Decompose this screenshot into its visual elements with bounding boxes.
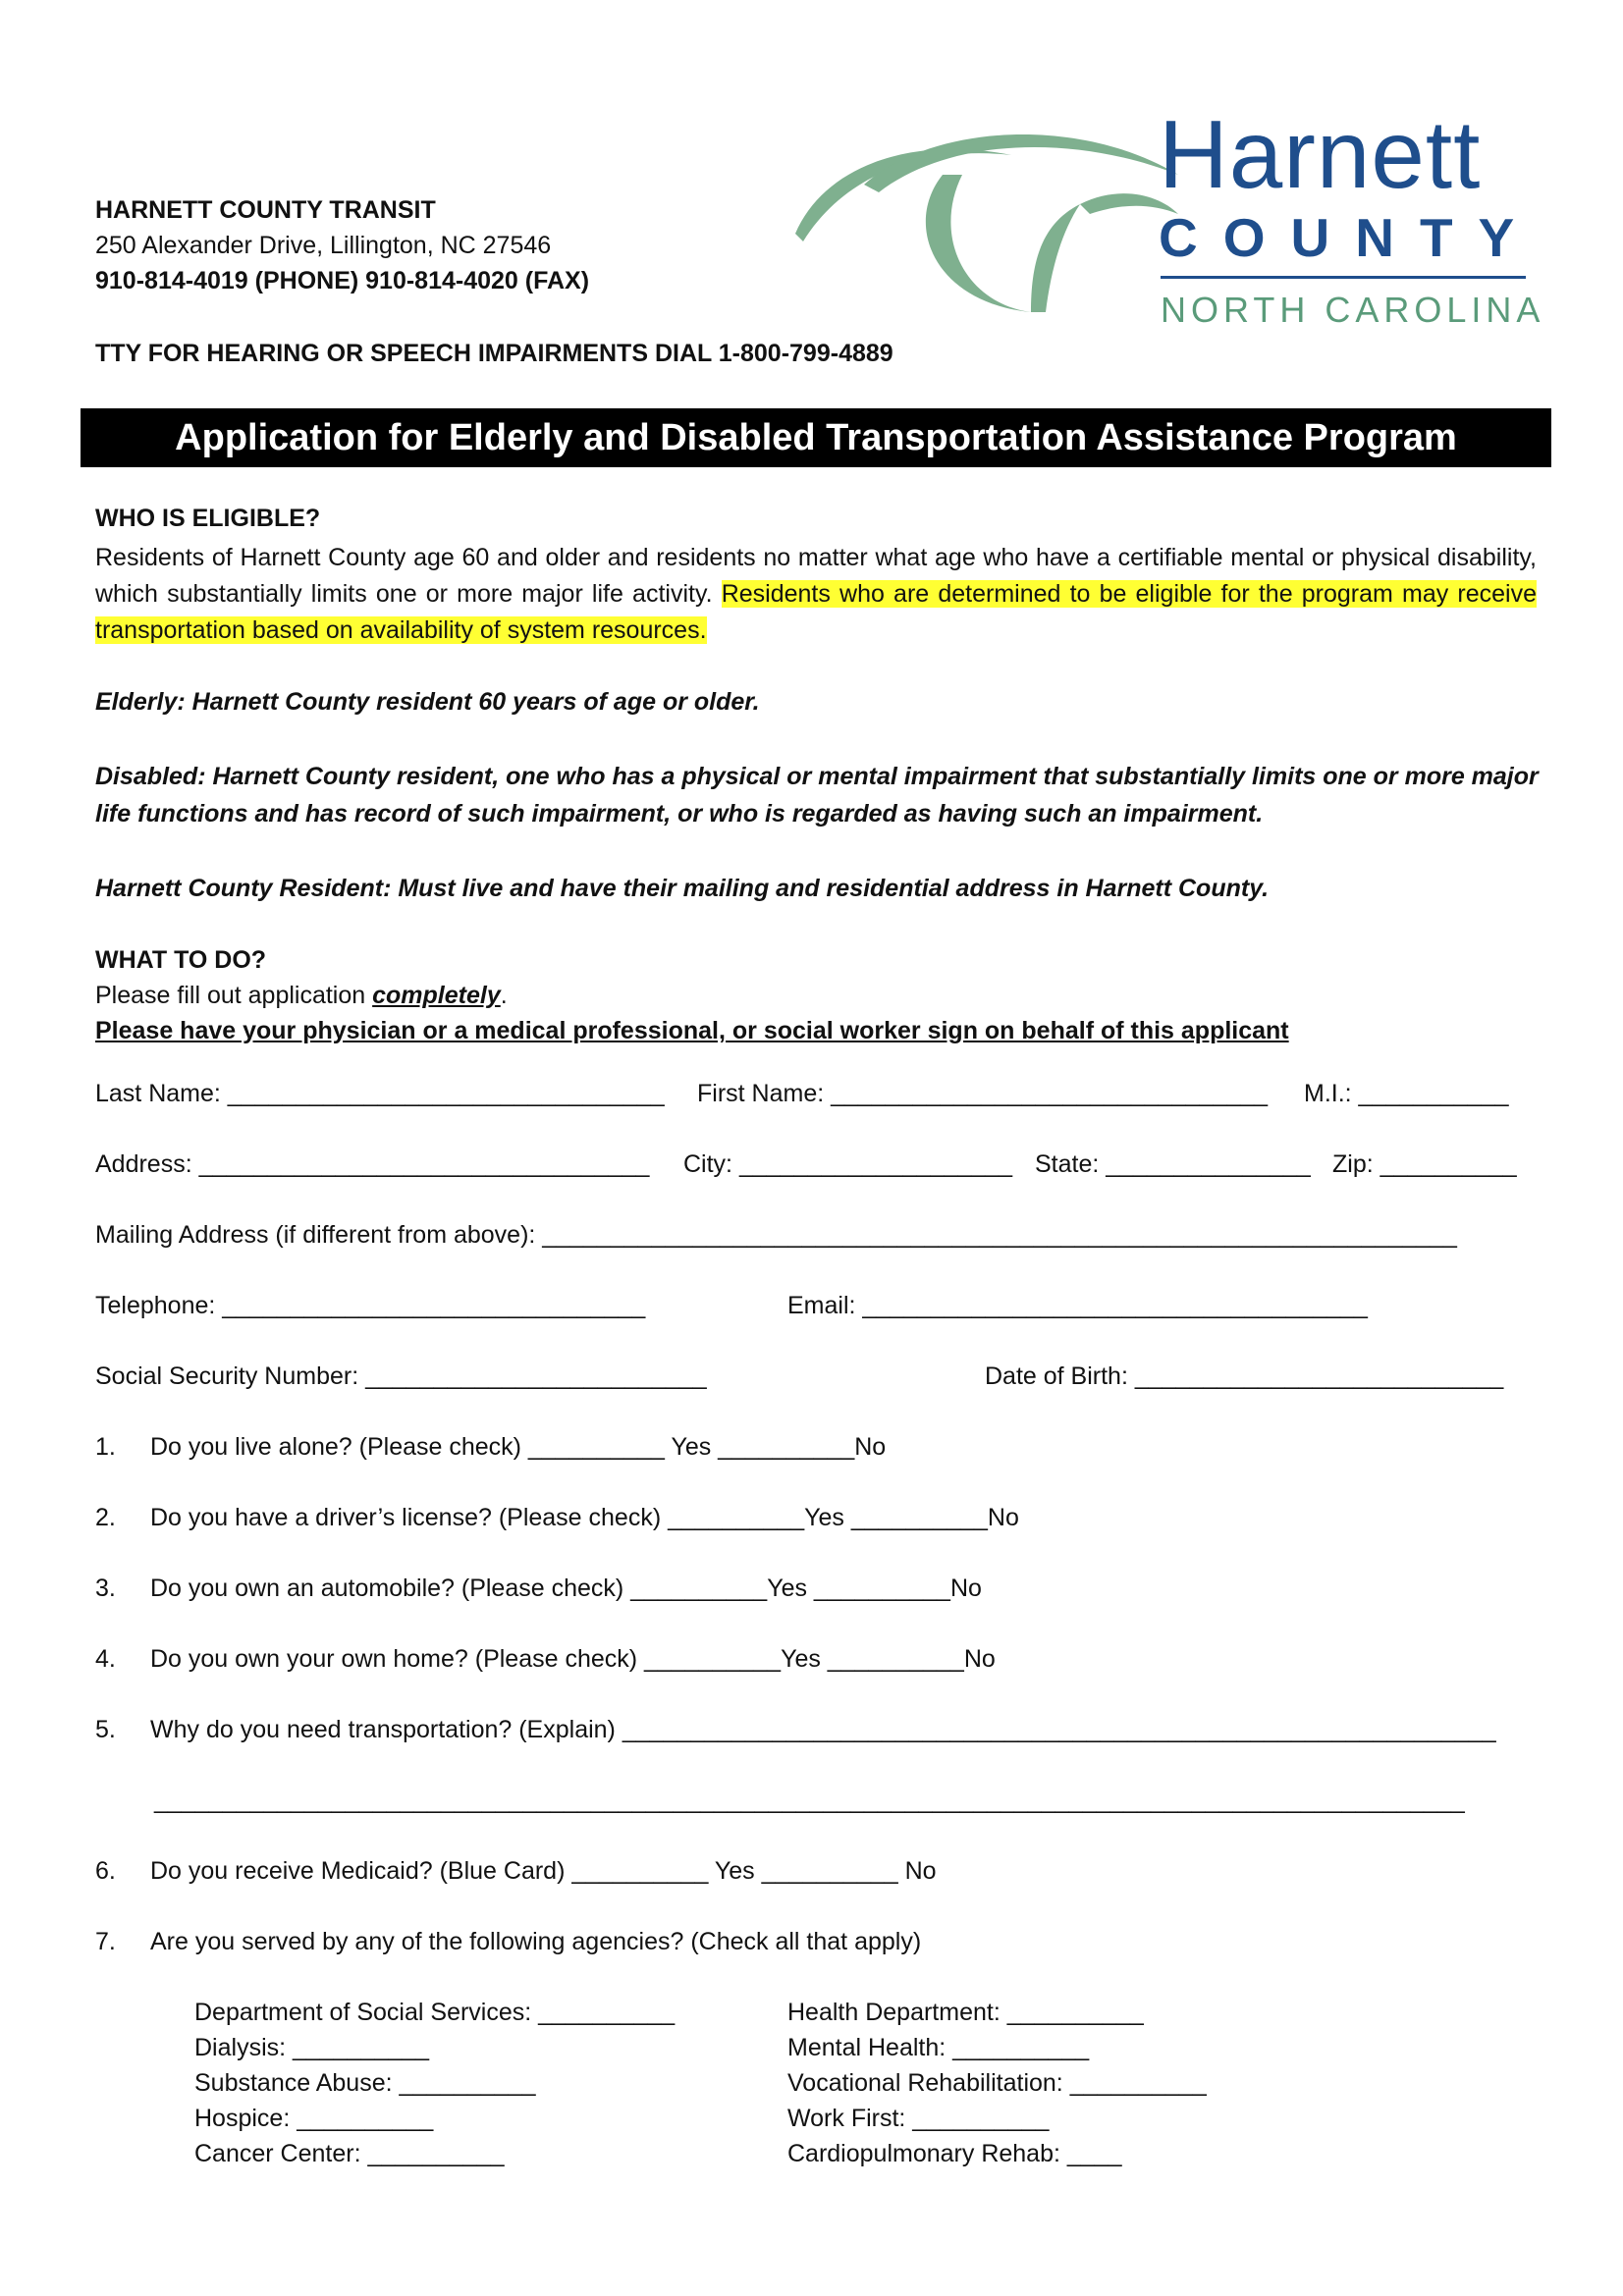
last-name-field[interactable]: Last Name: ________________________________ bbox=[95, 1080, 665, 1107]
resident-definition: Harnett County Resident: Must live and have their mailing and residential address in Harnett County. bbox=[95, 875, 1270, 902]
agency-cancer-center[interactable]: Cancer Center: __________ bbox=[194, 2140, 505, 2167]
agency-vocational-rehabilitation[interactable]: Vocational Rehabilitation: __________ bbox=[787, 2069, 1207, 2097]
agency-health-department[interactable]: Health Department: __________ bbox=[787, 1999, 1144, 2026]
question-why-transportation[interactable]: Why do you need transportation? (Explain) ________________________________________________________________ bbox=[150, 1716, 1496, 1743]
todo-suffix: . bbox=[500, 982, 508, 1009]
agency-social-services[interactable]: Department of Social Services: __________ bbox=[194, 1999, 676, 2026]
question-number: 3. bbox=[95, 1575, 116, 1602]
telephone-field[interactable]: Telephone: _______________________________ bbox=[95, 1292, 646, 1319]
first-name-field[interactable]: First Name: ________________________________ bbox=[697, 1080, 1269, 1107]
logo-county-text: COUNTY bbox=[1159, 207, 1541, 268]
mailing-address-field[interactable]: Mailing Address (if different from above): ___________________________________________________________________ bbox=[95, 1221, 1457, 1249]
question-live-alone[interactable]: Do you live alone? (Please check) __________ Yes __________No bbox=[150, 1433, 887, 1461]
question-own-automobile[interactable]: Do you own an automobile? (Please check) __________Yes __________No bbox=[150, 1575, 982, 1602]
tty-line: TTY FOR HEARING OR SPEECH IMPAIRMENTS DIAL 1-800-799-4889 bbox=[95, 340, 893, 367]
question-number: 4. bbox=[95, 1645, 116, 1673]
eligible-paragraph bbox=[95, 540, 1537, 649]
question-number: 7. bbox=[95, 1928, 116, 1955]
eligible-highlight: Residents who are determined to be eligible for the program may receive transportation based on availability of system resources. bbox=[95, 580, 1537, 644]
todo-instruction bbox=[95, 982, 508, 1010]
disabled-definition: Disabled: Harnett County resident, one who has a physical or mental impairment that substantially limits one or more major life functions and has record of such impairment, or who is regarded as having such an impairment. bbox=[95, 763, 1539, 828]
state-field[interactable]: State: _______________ bbox=[1035, 1150, 1311, 1178]
logo-north-carolina-text: NORTH CAROLINA bbox=[1161, 290, 1545, 330]
question-medicaid[interactable]: Do you receive Medicaid? (Blue Card) __________ Yes __________ No bbox=[150, 1857, 937, 1885]
ssn-field[interactable]: Social Security Number: _________________________ bbox=[95, 1362, 707, 1390]
agency-work-first[interactable]: Work First: __________ bbox=[787, 2105, 1050, 2132]
agency-dialysis[interactable]: Dialysis: __________ bbox=[194, 2034, 430, 2061]
eligible-text: Residents of Harnett County age 60 and older and residents no matter what age who have a certifiable mental or physical disability, which substantially limits one or more major life activity. bbox=[95, 544, 1537, 608]
middle-initial-field[interactable]: M.I.: ___________ bbox=[1304, 1080, 1509, 1107]
question-drivers-license[interactable]: Do you have a driver’s license? (Please check) __________Yes __________No bbox=[150, 1504, 1019, 1531]
question-own-home[interactable]: Do you own your own home? (Please check) __________Yes __________No bbox=[150, 1645, 996, 1673]
org-address: 250 Alexander Drive, Lillington, NC 27546 bbox=[95, 232, 552, 259]
question-number: 1. bbox=[95, 1433, 116, 1461]
todo-signature-note: Please have your physician or a medical professional, or social worker sign on behalf of this applicant bbox=[95, 1017, 1289, 1044]
org-name: HARNETT COUNTY TRANSIT bbox=[95, 196, 436, 224]
zip-field[interactable]: Zip: __________ bbox=[1332, 1150, 1517, 1178]
question-number: 2. bbox=[95, 1504, 116, 1531]
agency-hospice[interactable]: Hospice: __________ bbox=[194, 2105, 434, 2132]
page-title: Application for Elderly and Disabled Transportation Assistance Program bbox=[81, 408, 1551, 467]
logo-harnett-text: Harnett bbox=[1159, 100, 1482, 208]
todo-heading: WHAT TO DO? bbox=[95, 946, 267, 974]
agency-cardiopulmonary-rehab[interactable]: Cardiopulmonary Rehab: ____ bbox=[787, 2140, 1122, 2167]
todo-prefix: Please fill out application bbox=[95, 982, 373, 1009]
question-number: 6. bbox=[95, 1857, 116, 1885]
eligible-heading: WHO IS ELIGIBLE? bbox=[95, 505, 321, 532]
date-of-birth-field[interactable]: Date of Birth: ___________________________ bbox=[985, 1362, 1504, 1390]
agency-mental-health[interactable]: Mental Health: __________ bbox=[787, 2034, 1090, 2061]
todo-emphasis: completely bbox=[372, 982, 501, 1009]
logo-divider bbox=[1161, 276, 1526, 279]
address-field[interactable]: Address: _________________________________ bbox=[95, 1150, 650, 1178]
city-field[interactable]: City: ____________________ bbox=[683, 1150, 1013, 1178]
agency-substance-abuse[interactable]: Substance Abuse: __________ bbox=[194, 2069, 536, 2097]
question-number: 5. bbox=[95, 1716, 116, 1743]
org-phone-fax: 910-814-4019 (PHONE) 910-814-4020 (FAX) bbox=[95, 267, 590, 294]
elderly-definition: Elderly: Harnett County resident 60 years of age or older. bbox=[95, 688, 760, 716]
explain-line-2[interactable]: ________________________________________________________________________________________________ bbox=[154, 1787, 1465, 1814]
email-field[interactable]: Email: _____________________________________ bbox=[787, 1292, 1368, 1319]
question-agencies: Are you served by any of the following agencies? (Check all that apply) bbox=[150, 1928, 922, 1955]
